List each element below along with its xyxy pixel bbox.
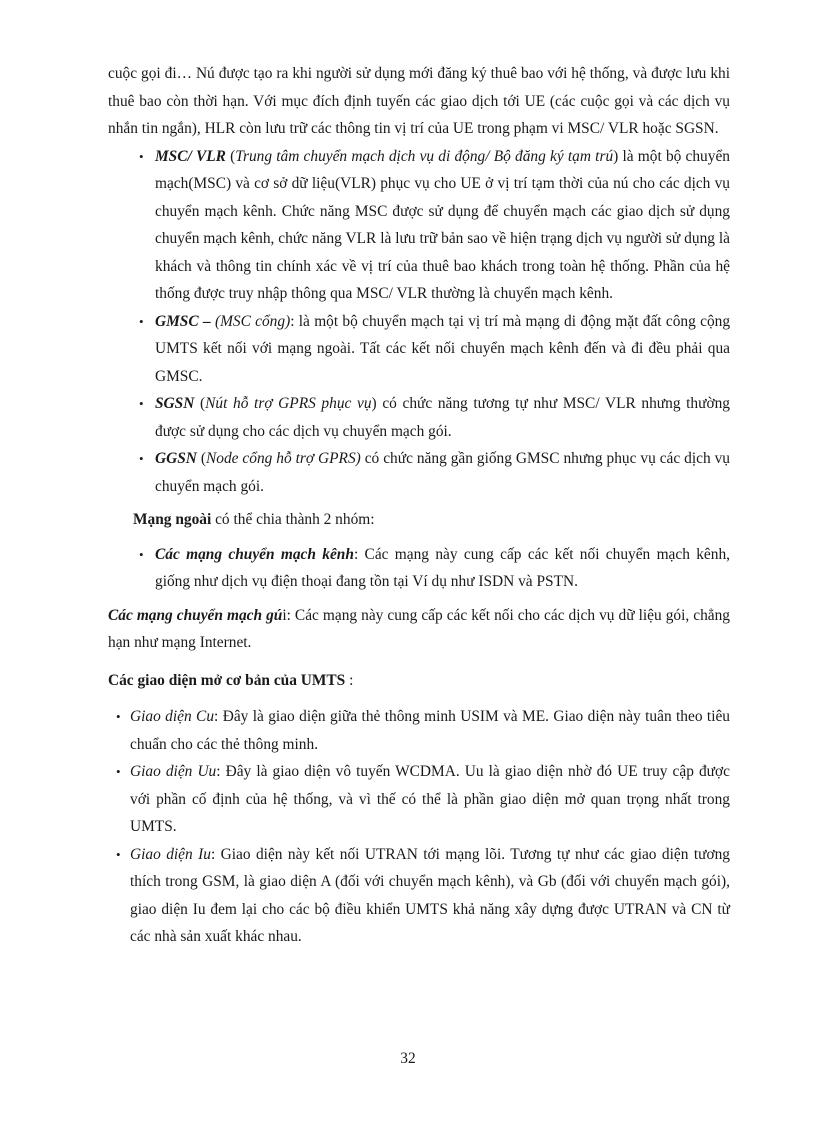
list-item-cu: • Giao diện Cu: Đây là giao diện giữa thẻ thông minh USIM và ME. Giao diện này tuân theo tiêu chuẩn cho các thẻ thông minh. [120, 703, 730, 758]
bullet-icon: • [139, 546, 144, 562]
bullet-icon: • [116, 764, 121, 779]
text-sgsn: có chức năng tương tự như MSC/ VLR nhưng thường được sử dụng cho các dịch vụ chuyển mạch gói. [155, 395, 731, 440]
page-content [108, 60, 730, 951]
bullet-icon: • [139, 148, 144, 164]
page-number: 32 [400, 1050, 416, 1067]
list-item-ggsn: • GGSN (Node cổng hỗ trợ GPRS) có chức năng gần giống GMSC nhưng phục vụ các dịch vụ chuyển mạch gói. [130, 445, 730, 500]
term-gmsc: GMSC [155, 312, 199, 330]
desc-ggsn: Node cổng hỗ trợ GPRS) [205, 450, 361, 467]
desc-msc-vlr: Trung tâm chuyển mạch dịch vụ di động/ Bộ đăng ký tạm trú [235, 147, 614, 165]
packet-switched-paragraph: Các mạng chuyển mạch gúi: Các mạng này cung cấp các kết nối cho các dịch vụ dữ liệu gói, chẳng hạn như mạng Internet. [108, 606, 730, 651]
list-item-sgsn: • SGSN (Nút hỗ trợ GPRS phục vụ) có chức năng tương tự như MSC/ VLR nhưng thường được sử dụng cho các dịch vụ chuyển mạch gói. [130, 390, 730, 445]
interfaces-list [116, 703, 730, 951]
list-item-msc-vlr: • MSC/ VLR (Trung tâm chuyển mạch dịch vụ di động/ Bộ đăng ký tạm trú) là một bộ chuyển mạch(MSC) và cơ sở dữ liệu(VLR) phục vụ cho UE ở vị trí tạm thời của nú cho các dịch vụ chuyển mạch kênh. Chức năng MSC được sử dụng để chuyển mạch các giao dịch sử dụng chuyển mạch kênh, chức năng VLR là lưu trữ bản sao về hiện trạng dịch vụ người sử dụng là khách và thông tin chính xác về vị trí của thuê bao khách trong toàn hệ thống. Phần của hệ thống được truy nhập thông qua MSC/ VLR thường là chuyển mạch kênh. [130, 143, 730, 308]
desc-sgsn: Nút hỗ trợ GPRS phục vụ [205, 395, 372, 412]
term-uu: Giao diện Uu [130, 763, 217, 780]
bullet-icon: • [139, 313, 144, 329]
list-item-circuit-switched: • Các mạng chuyển mạch kênh: Các mạng này cung cấp các kết nối chuyển mạch kênh, giống như dịch vụ điện thoại đang tồn tại Ví dụ như ISDN và PSTN. [130, 541, 730, 596]
external-networks-list [130, 541, 730, 596]
term-iu: Giao diện Iu [130, 845, 211, 863]
list-item-iu: • Giao diện Iu: Giao diện này kết nối UTRAN tới mạng lõi. Tương tự như các giao diện tương thích trong GSM, là giao diện A (đối với chuyển mạch kênh), và Gb (đối với chuyển mạch gói), giao diện Iu đem lại cho các bộ điều khiển UMTS khả năng xây dựng được UTRAN và CN từ các nhà sản xuất khác nhau. [120, 841, 730, 951]
list-item-uu: • Giao diện Uu: Đây là giao diện vô tuyến WCDMA. Uu là giao diện nhờ đó UE truy cập được với phần cố định của hệ thống, và vì thế có thể là phần giao diện mở quan trọng nhất trong UMTS. [120, 758, 730, 841]
term-msc-vlr: MSC/ VLR [155, 147, 226, 165]
desc-gmsc: (MSC cổng) [214, 312, 291, 330]
text-msc-vlr: là một bộ chuyển mạch(MSC) và cơ sở dữ liệu(VLR) phục vụ cho UE ở vị trí tạm thời của nú cho các dịch vụ chuyển mạch kênh. Chức năng MSC được sử dụng để chuyển mạch các giao dịch sử dụng chuyển mạch kênh, chức năng VLR là lưu trữ bản sao về hiện trạng dịch vụ người sử dụng là khách và thông tin chính xác về vị trí của thuê bao khách trong toàn hệ thống. Phần của hệ thống được truy nhập thông qua MSC/ VLR thường là chuyển mạch kênh. [155, 147, 730, 302]
term-packet-switched: Các mạng chuyển mạch gú [108, 606, 283, 624]
bullet-icon: • [116, 709, 121, 724]
bullet-icon: • [116, 846, 121, 862]
term-circuit-switched: Các mạng chuyển mạch kênh [155, 545, 354, 563]
bullet-icon: • [139, 451, 144, 466]
text-ggsn: có chức năng gần giống GMSC nhưng phục vụ các dịch vụ chuyển mạch gói. [155, 450, 730, 495]
external-networks-intro: Mạng ngoài có thể chia thành 2 nhóm: [133, 511, 375, 528]
term-sgsn: SGSN [155, 395, 195, 412]
interfaces-heading: Các giao diện mở cơ bản của UMTS : [108, 671, 354, 689]
term-cu: Giao diện Cu [130, 708, 215, 725]
core-network-list [130, 143, 730, 501]
intro-paragraph: cuộc gọi đi… Nú được tạo ra khi người sử dụng mới đăng ký thuê bao với hệ thống, và được lưu khi thuê bao còn thời hạn. Với mục đích định tuyến các giao dịch tới UE (các cuộc gọi và các dịch vụ nhắn tin ngắn), HLR còn lưu trữ các thông tin vị trí của UE trong phạm vi MSC/ VLR hoặc SGSN. [108, 65, 730, 137]
term-ggsn: GGSN [155, 450, 197, 467]
text-gmsc: : là một bộ chuyển mạch tại vị trí mà mạng di động mặt đất công cộng UMTS kết nối với mạng ngoài. Tất các kết nối chuyển mạch kênh đến và đi đều phải qua GMSC. [155, 312, 731, 385]
list-item-gmsc: • GMSC – (MSC cổng): là một bộ chuyển mạch tại vị trí mà mạng di động mặt đất công cộng UMTS kết nối với mạng ngoài. Tất các kết nối chuyển mạch kênh đến và đi đều phải qua GMSC. [130, 308, 730, 391]
bullet-icon: • [139, 396, 144, 411]
